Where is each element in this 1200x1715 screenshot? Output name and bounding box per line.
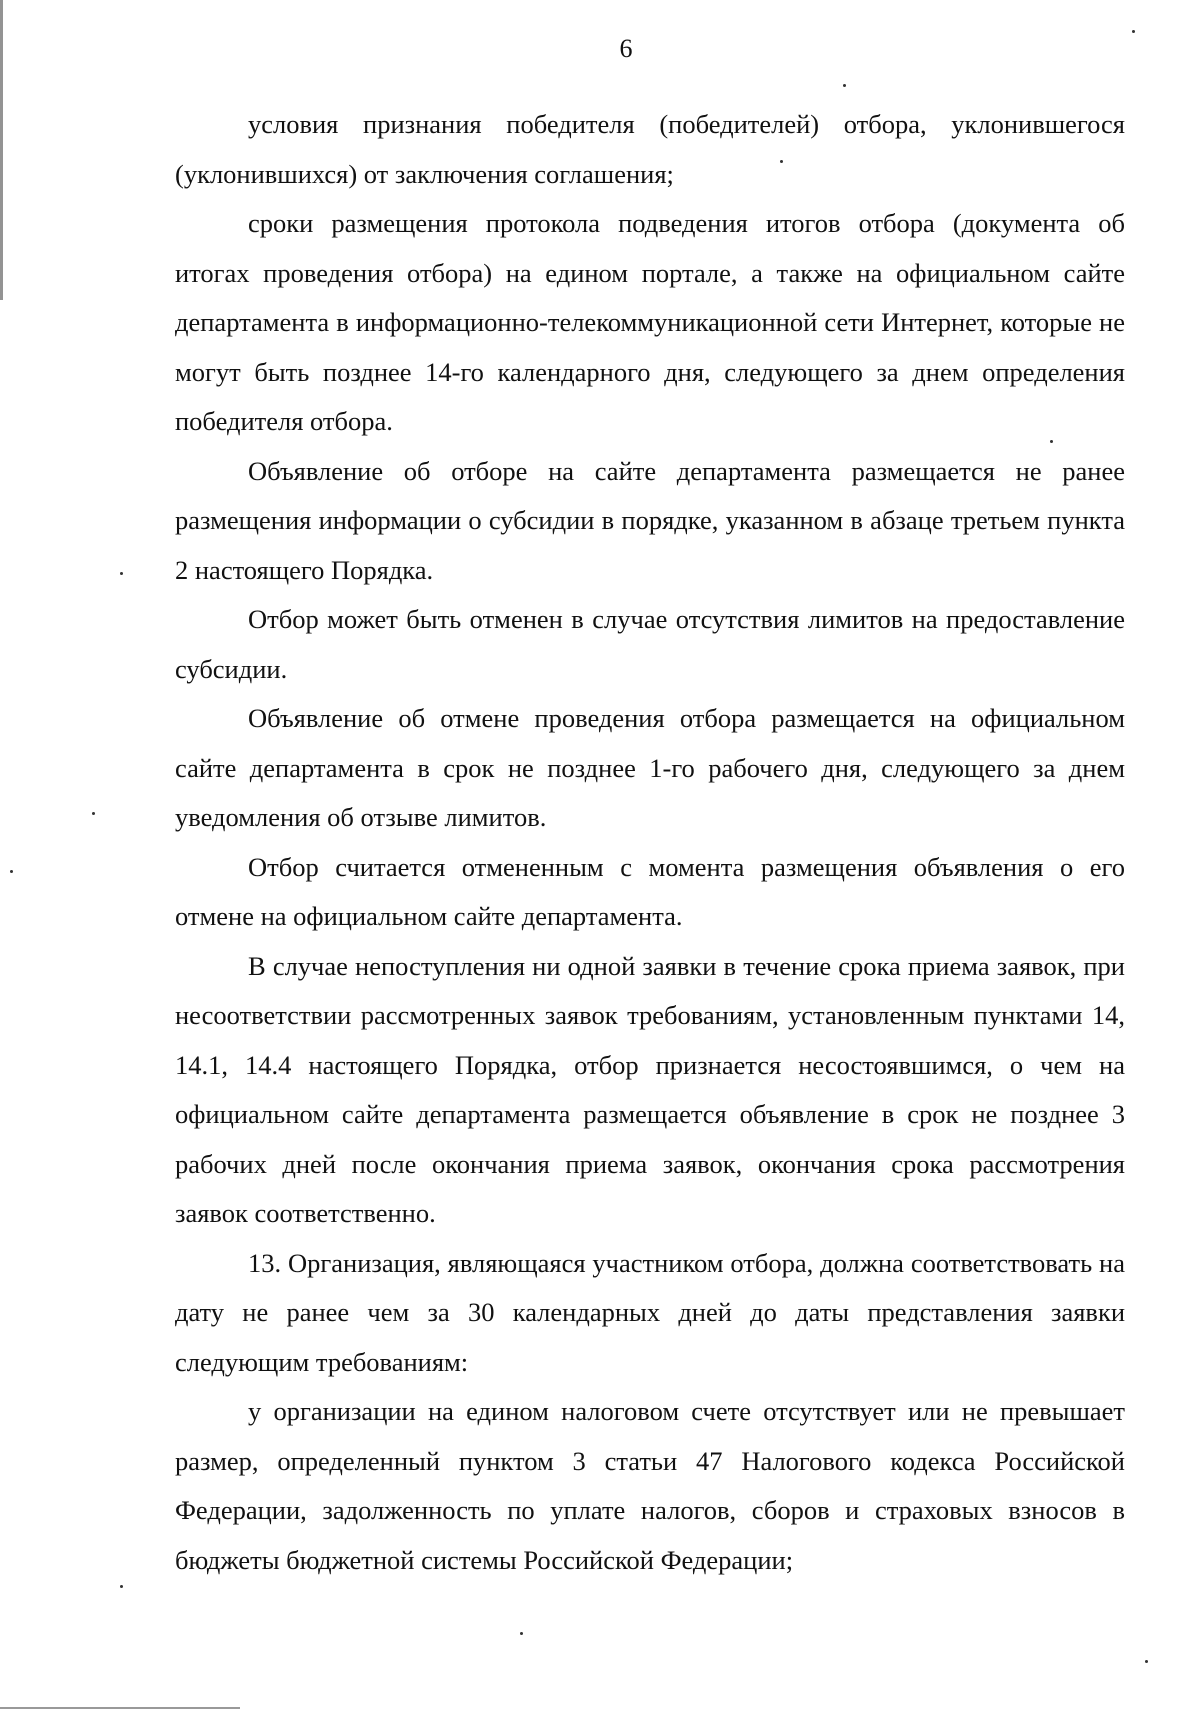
document-body — [175, 100, 1125, 1585]
paragraph-protocol-deadlines: сроки размещения протокола подведения итогов отбора (документа об итогах проведения отбора) на едином портале, а также на официальном сайте департамента в информационно-телекоммуникационной сети Интернет, которые не могут быть позднее 14-го календарного дня, следующего за днем определения победителя отбора. — [175, 208, 1125, 436]
page-number: 6 — [619, 34, 633, 63]
paragraph-tax-requirement: у организации на едином налоговом счете отсутствует или не превышает размер, определенный пунктом 3 статьи 47 Налогового кодекса Российской Федерации, задолженность по уплате налогов, сборов и страховых взносов в бюджеты бюджетной системы Российской Федерации; — [175, 1396, 1125, 1575]
paragraph-cancellation-announcement: Объявление об отмене проведения отбора размещается на официальном сайте департамента в срок не позднее 1-го рабочего дня, следующего за днем уведомления об отзыве лимитов. — [175, 703, 1125, 832]
scan-speck — [520, 1632, 523, 1635]
paragraph-failed-selection: В случае непоступления ни одной заявки в течение срока приема заявок, при несоответствии рассмотренных заявок требованиям, установленным пунктами 14, 14.1, 14.4 настоящего Порядка, отбор признается несостоявшимся, о чем на официальном сайте департамента размещается объявление в срок не позднее 3 рабочих дней после окончания приема заявок, окончания срока рассмотрения заявок соответственно. — [175, 950, 1125, 1228]
paragraph-clause-13: 13. Организация, являющаяся участником отбора, должна соответствовать на дату не ранее чем за 30 календарных дней до даты представления заявки следующим требованиям: — [175, 1247, 1125, 1377]
scan-speck — [10, 870, 13, 873]
paragraph-cancellation-effective: Отбор считается отмененным с момента размещения объявления о его отмене на официальном сайте департамента. — [175, 851, 1125, 931]
scan-speck — [120, 1585, 123, 1588]
scan-speck — [1145, 1660, 1148, 1663]
scan-speck — [843, 84, 846, 87]
scan-speck — [120, 572, 123, 575]
scan-speck — [92, 812, 95, 815]
paragraph-cancellation-condition: Отбор может быть отменен в случае отсутствия лимитов на предоставление субсидии. — [175, 604, 1125, 684]
scan-speck — [1132, 30, 1135, 33]
scan-edge-bottom — [0, 1707, 240, 1709]
paragraph-announcement-timing: Объявление об отборе на сайте департамента размещается не ранее размещения информации о субсидии в порядке, указанном в абзаце третьем пункта 2 настоящего Порядка. — [175, 455, 1125, 585]
paragraph-winner-evasion: условия признания победителя (победителей) отбора, уклонившегося (уклонившихся) от заключения соглашения; — [175, 109, 1125, 189]
